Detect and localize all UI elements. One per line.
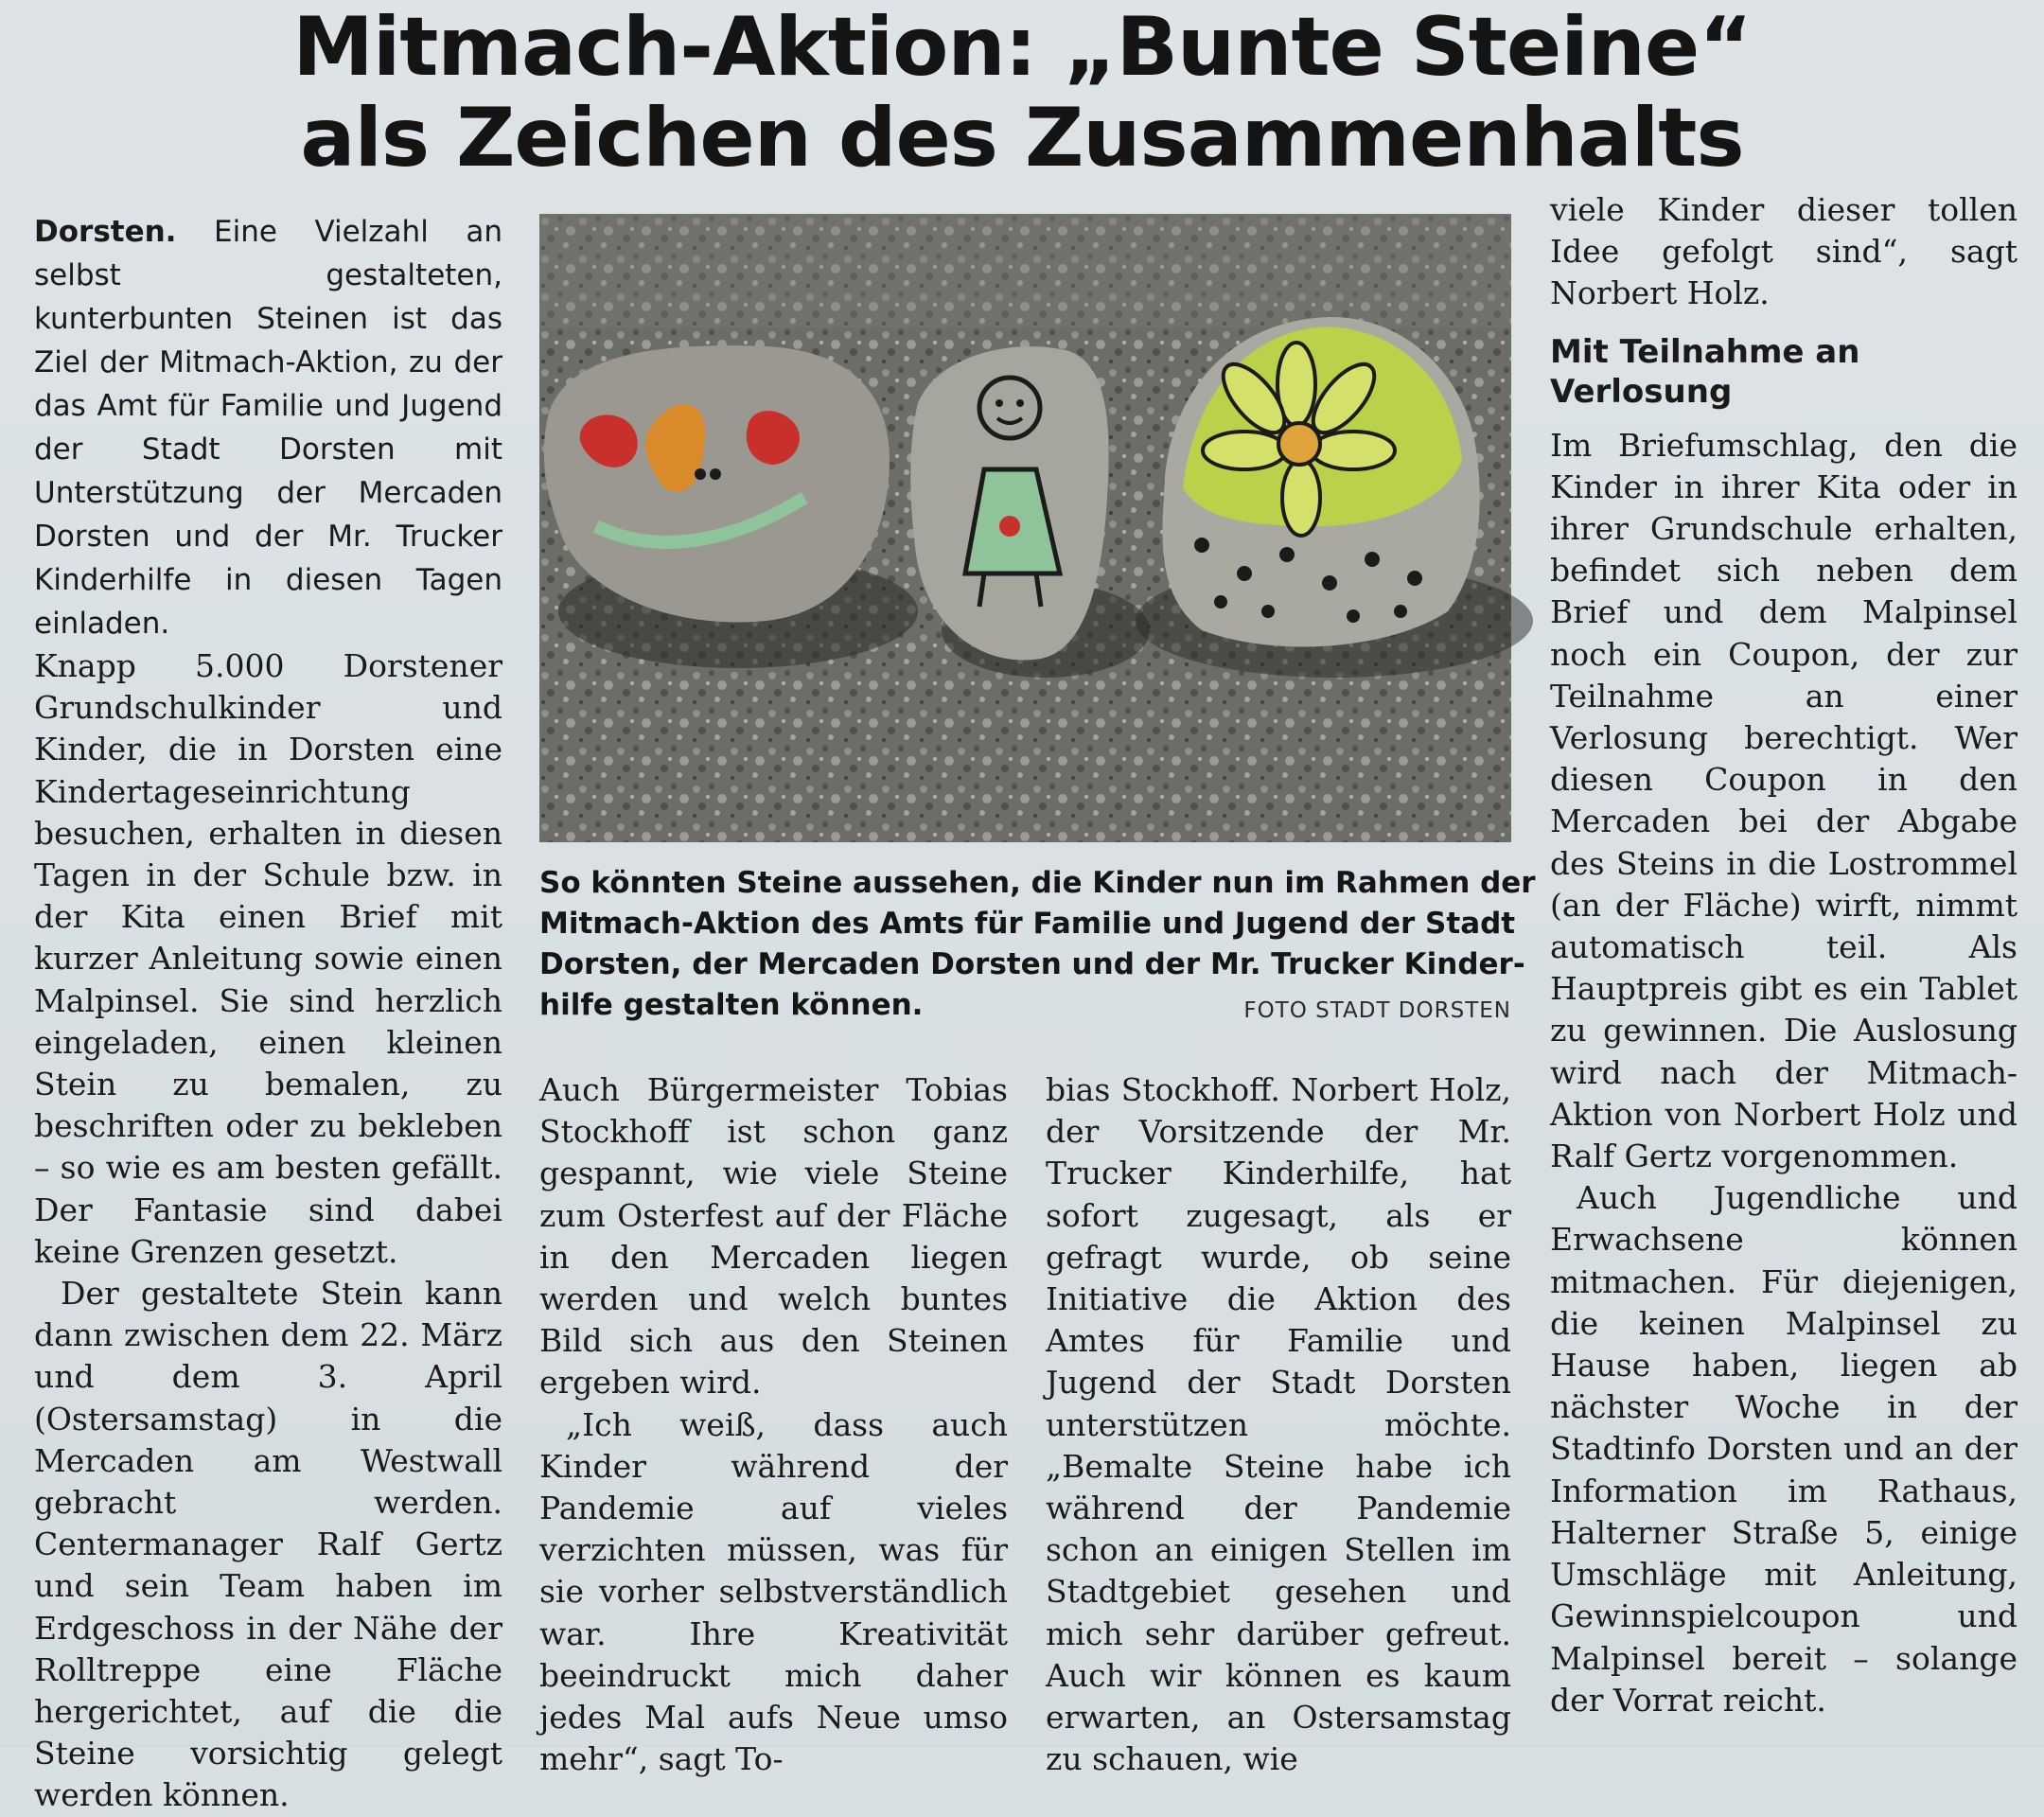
stones-illustration xyxy=(539,214,1511,842)
photo-credit: FOTO STADT DORSTEN xyxy=(1243,998,1511,1023)
caption-line: Dorsten, der Mercaden Dorsten und der Mr. Trucker Kinder- xyxy=(539,947,1525,981)
body-paragraph: „Ich weiß, dass auch Kinder während der Pandemie auf vieles verzichten müssen, was für sie vorher selbstverständlich war. Ihre Kreativität beeindruckt mich daher jedes Mal aufs Neue umso mehr“, sagt To- xyxy=(539,1405,1008,1778)
body-paragraph: Auch Jugendliche und Erwachsene können mitmachen. Für diejenigen, die keinen Malpinsel zu Hause haben, liegen ab nächster Woche in der Stadtinfo Dorsten und an der Information im Rathaus, Halterner Straße 5, einige Umschläge mit Anleitung, Gewinnspielcoupon und Malpinsel bereit – solange der Vorrat reicht. xyxy=(1550,1179,2018,1719)
body-paragraph: Im Briefumschlag, den die Kinder in ihrer Kita oder in ihrer Grundschule erhalten, befindet sich neben dem Brief und dem Malpinsel noch ein Coupon, der zur Teilnahme an einer Verlosung berechtigt. Wer diesen Coupon in den Mercaden bei der Abgabe des Steins in die Lostrommel (an der Fläche) wirft, nimmt automatisch teil. Als Hauptpreis gibt es ein Tablet zu gewinnen. Die Auslosung wird nach der Mitmach-Aktion von Norbert Holz und Ralf Gertz vorgenommen. xyxy=(1550,426,2018,1175)
headline-line-1: Mitmach-Aktion: „Bunte Steine“ xyxy=(292,0,1752,95)
article-photo-painted-stones xyxy=(539,214,1511,842)
dateline: Dorsten. xyxy=(34,215,177,249)
lead-text: Eine Vielzahl an selbst gestalteten, kunterbunten Steinen ist das Ziel der Mitmach-Aktion, zu der das Amt für Familie und Jugend der Stadt Dorsten mit Unterstützung der Mercaden Dorsten und der Mr. Trucker Kinderhilfe in diesen Tagen einladen. xyxy=(34,215,502,641)
article-column-2 xyxy=(539,1069,1008,1778)
body-paragraph: Auch Bürgermeister Tobias Stockhoff ist schon ganz gespannt, wie viele Steine zum Osterfest auf der Fläche in den Mercaden liegen werden und welch buntes Bild sich aus den Steinen ergeben wird. xyxy=(539,1071,1008,1402)
caption-line: So könnten Steine aussehen, die Kinder nun im Rahmen der xyxy=(539,866,1536,900)
body-paragraph: viele Kinder dieser tollen Idee gefolgt sind“, sagt Norbert Holz. xyxy=(1550,191,2018,312)
body-paragraph: Der gestaltete Stein kann dann zwischen dem 22. März und dem 3. April (Ostersamstag) in die Mercaden am Westwall gebracht werden. Centermanager Ralf Gertz und sein Team haben im Erdgeschoss in der Nähe der Rolltreppe eine Fläche hergerichtet, auf die die Steine vorsichtig gelegt werden können. xyxy=(34,1275,502,1814)
lead-paragraph xyxy=(34,210,502,645)
article-column-3 xyxy=(1046,1069,1511,1778)
caption-line: Mitmach-Aktion des Amts für Familie und Jugend der Stadt xyxy=(539,907,1516,941)
article-column-1 xyxy=(34,210,502,1814)
article-column-4 xyxy=(1550,189,2018,1748)
body-paragraph: Knapp 5.000 Dorstener Grundschulkinder und Kinder, die in Dorsten eine Kindertageseinrichtung besuchen, erhalten in diesen Tagen in der Schule bzw. in der Kita einen Brief mit kurzer Anleitung sowie einen Malpinsel. Sie sind herzlich eingeladen, einen kleinen Stein zu bemalen, zu beschriften oder zu bekleben – so wie es am besten gefällt. Der Fantasie sind dabei keine Grenzen gesetzt. xyxy=(34,647,502,1270)
caption-line: hilfe gestalten können. xyxy=(539,988,924,1022)
headline-line-2: als Zeichen des Zusammenhalts xyxy=(300,91,1744,185)
subheading: Mit Teilnahme an Verlosung xyxy=(1550,332,1860,411)
body-paragraph: bias Stockhoff. Norbert Holz, der Vorsitzende der Mr. Trucker Kinderhilfe, hat sofort zugesagt, als er gefragt wurde, ob seine Initiative die Aktion des Amtes für Familie und Jugend der Stadt Dorsten unterstützen möchte. „Bemalte Steine habe ich während der Pandemie schon an einigen Stellen im Stadtgebiet gesehen und mich sehr darüber gefreut. Auch wir können es kaum erwarten, an Ostersamstag zu schauen, wie xyxy=(1046,1071,1511,1778)
